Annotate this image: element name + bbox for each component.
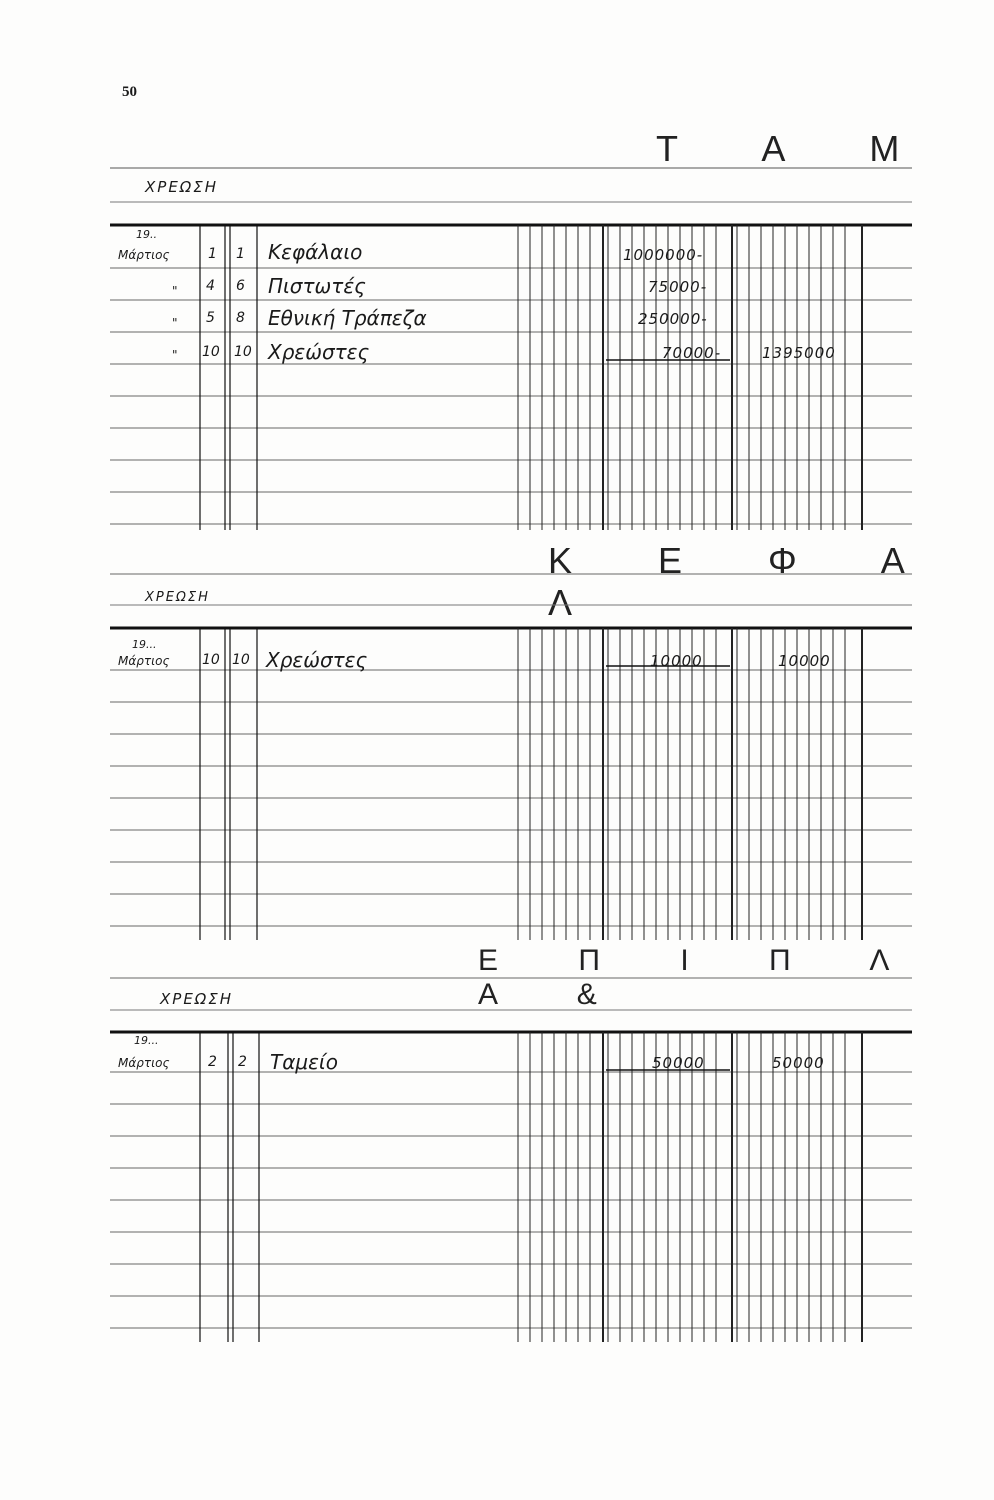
- row-month: ": [172, 284, 178, 298]
- year-label: 19..: [136, 228, 157, 241]
- ledger-grid: [0, 160, 994, 540]
- account-title: Τ Α Μ: [656, 128, 938, 169]
- account-title: Ε Π Ι Π Λ Α &: [478, 944, 924, 1011]
- ledger-grid: [0, 560, 994, 945]
- ledger-section: [0, 160, 994, 540]
- row-amount: 70000-: [662, 344, 722, 362]
- debit-label: ΧΡΕΩΣΗ: [160, 990, 234, 1008]
- row-month: ": [172, 316, 178, 330]
- row-total: 1395000: [762, 344, 836, 362]
- row-month: Μάρτιος: [118, 248, 170, 262]
- row-month: Μάρτιος: [118, 1056, 170, 1070]
- row-folio: 10: [232, 652, 250, 668]
- ledger-section: [0, 560, 994, 945]
- row-amount: 50000: [652, 1054, 705, 1072]
- row-folio: 4: [206, 278, 215, 294]
- row-description: Εθνική Τράπεζα: [268, 306, 427, 330]
- row-amount: 75000-: [648, 278, 708, 296]
- year-label: 19...: [134, 1034, 159, 1047]
- row-amount: 10000: [650, 652, 703, 670]
- row-month: ": [172, 348, 178, 362]
- row-folio: 10: [202, 344, 220, 360]
- row-description: Πιστωτές: [268, 274, 366, 298]
- row-total: 50000: [772, 1054, 825, 1072]
- ledger-grid: [0, 970, 994, 1350]
- row-folio: 10: [234, 344, 252, 360]
- row-folio: 2: [208, 1054, 217, 1070]
- row-folio: 1: [236, 246, 245, 262]
- row-amount: 250000-: [638, 310, 708, 328]
- row-folio: 6: [236, 278, 245, 294]
- account-title: Κ Ε Φ Α Λ: [548, 540, 941, 623]
- row-description: Ταμείο: [270, 1050, 338, 1074]
- row-description: Χρεώστες: [268, 340, 370, 364]
- row-amount: 1000000-: [623, 246, 704, 264]
- row-folio: 8: [236, 310, 245, 326]
- row-description: Κεφάλαιο: [268, 240, 363, 264]
- row-folio: 2: [238, 1054, 247, 1070]
- row-folio: 5: [206, 310, 215, 326]
- debit-label: ΧΡΕΩΣΗ: [145, 590, 210, 605]
- year-label: 19...: [132, 638, 157, 651]
- row-folio: 1: [208, 246, 217, 262]
- row-total: 10000: [778, 652, 831, 670]
- page-number: 50: [122, 84, 137, 100]
- row-month: Μάρτιος: [118, 654, 170, 668]
- ledger-section: [0, 970, 994, 1350]
- debit-label: ΧΡΕΩΣΗ: [145, 178, 219, 196]
- row-folio: 10: [202, 652, 220, 668]
- row-description: Χρεώστες: [266, 648, 368, 672]
